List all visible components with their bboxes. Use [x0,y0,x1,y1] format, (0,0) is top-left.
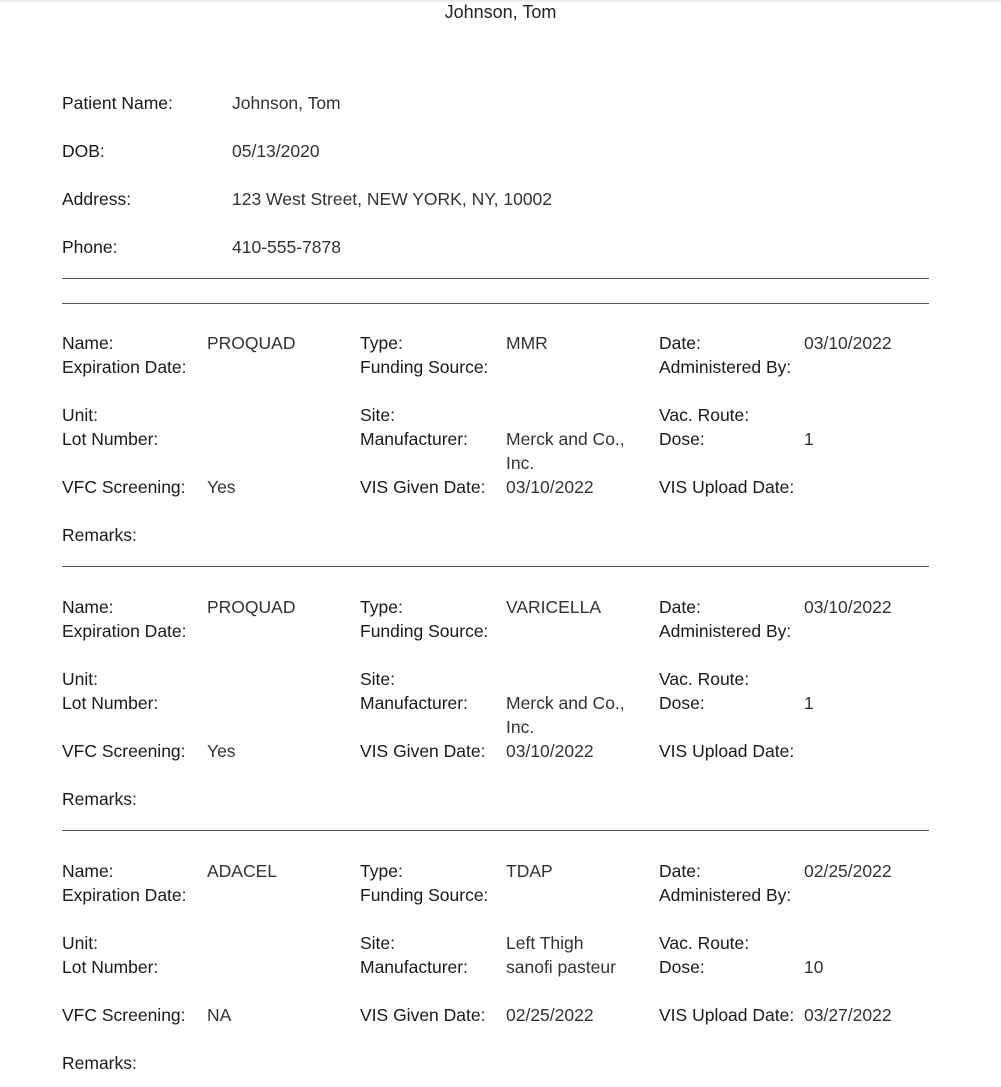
site-label: Site: [360,933,396,953]
divider [62,830,929,831]
page-title: Johnson, Tom [444,2,557,22]
expiration-date-label: Expiration Date: [62,885,187,905]
manufacturer-label: Manufacturer: [360,957,468,977]
divider [62,303,929,304]
expiration-date-label: Expiration Date: [62,357,187,377]
divider [62,278,929,279]
vis-upload-date-label: VIS Upload Date: [659,741,795,761]
lot-number-label: Lot Number: [62,429,159,449]
manufacturer-label: Manufacturer: [360,693,468,713]
date-label: Date: [659,861,701,881]
dose-label: Dose: [659,957,705,977]
manufacturer-value: Merck and Co., Inc. [506,693,625,737]
remarks-label: Remarks: [62,1053,137,1073]
vis-given-date-label: VIS Given Date: [360,741,486,761]
vac-route-label: Vac. Route: [659,405,750,425]
date-value: 03/10/2022 [804,333,892,353]
vfc-screening-label: VFC Screening: [62,741,186,761]
dob-value: 05/13/2020 [232,141,320,161]
type-label: Type: [360,333,403,353]
dose-label: Dose: [659,693,705,713]
vis-upload-date-value: 03/27/2022 [804,1005,892,1025]
name-label: Name: [62,333,114,353]
remarks-label: Remarks: [62,525,137,545]
vfc-screening-label: VFC Screening: [62,1005,186,1025]
vfc-screening-value: NA [207,1005,232,1025]
dose-value: 1 [804,429,814,449]
vis-upload-date-label: VIS Upload Date: [659,1005,795,1025]
name-label: Name: [62,861,114,881]
dose-value: 1 [804,693,814,713]
lot-number-label: Lot Number: [62,693,159,713]
dob-label: DOB: [62,141,105,161]
type-value: TDAP [506,861,553,881]
vis-given-date-value: 02/25/2022 [506,1005,594,1025]
address-label: Address: [62,189,132,209]
manufacturer-value: Merck and Co., Inc. [506,429,625,473]
dose-label: Dose: [659,429,705,449]
date-label: Date: [659,333,701,353]
administered-by-label: Administered By: [659,621,792,641]
vfc-screening-value: Yes [207,477,236,497]
administered-by-label: Administered By: [659,357,792,377]
manufacturer-label: Manufacturer: [360,429,468,449]
name-value: PROQUAD [207,333,296,353]
name-label: Name: [62,597,114,617]
expiration-date-label: Expiration Date: [62,621,187,641]
name-value: PROQUAD [207,597,296,617]
divider [62,566,929,567]
vis-given-date-label: VIS Given Date: [360,477,486,497]
patient-name-label: Patient Name: [62,93,173,113]
type-label: Type: [360,597,403,617]
name-value: ADACEL [207,861,278,881]
address-value: 123 West Street, NEW YORK, NY, 10002 [232,189,553,209]
vis-given-date-value: 03/10/2022 [506,477,594,497]
site-label: Site: [360,669,396,689]
vis-given-date-label: VIS Given Date: [360,1005,486,1025]
type-value: VARICELLA [506,597,601,617]
date-value: 03/10/2022 [804,597,892,617]
phone-label: Phone: [62,237,118,257]
date-label: Date: [659,597,701,617]
site-value: Left Thigh [506,933,584,953]
vfc-screening-label: VFC Screening: [62,477,186,497]
type-label: Type: [360,861,403,881]
funding-source-label: Funding Source: [360,357,489,377]
vis-given-date-value: 03/10/2022 [506,741,594,761]
unit-label: Unit: [62,669,98,689]
patient-name-value: Johnson, Tom [232,93,341,113]
unit-label: Unit: [62,405,98,425]
vac-route-label: Vac. Route: [659,933,750,953]
funding-source-label: Funding Source: [360,885,489,905]
remarks-label: Remarks: [62,789,137,809]
phone-value: 410-555-7878 [232,237,341,257]
lot-number-label: Lot Number: [62,957,159,977]
dose-value: 10 [804,957,824,977]
site-label: Site: [360,405,396,425]
vis-upload-date-label: VIS Upload Date: [659,477,795,497]
administered-by-label: Administered By: [659,885,792,905]
vac-route-label: Vac. Route: [659,669,750,689]
type-value: MMR [506,333,548,353]
date-value: 02/25/2022 [804,861,892,881]
unit-label: Unit: [62,933,98,953]
funding-source-label: Funding Source: [360,621,489,641]
manufacturer-value: sanofi pasteur [506,957,616,977]
vfc-screening-value: Yes [207,741,236,761]
